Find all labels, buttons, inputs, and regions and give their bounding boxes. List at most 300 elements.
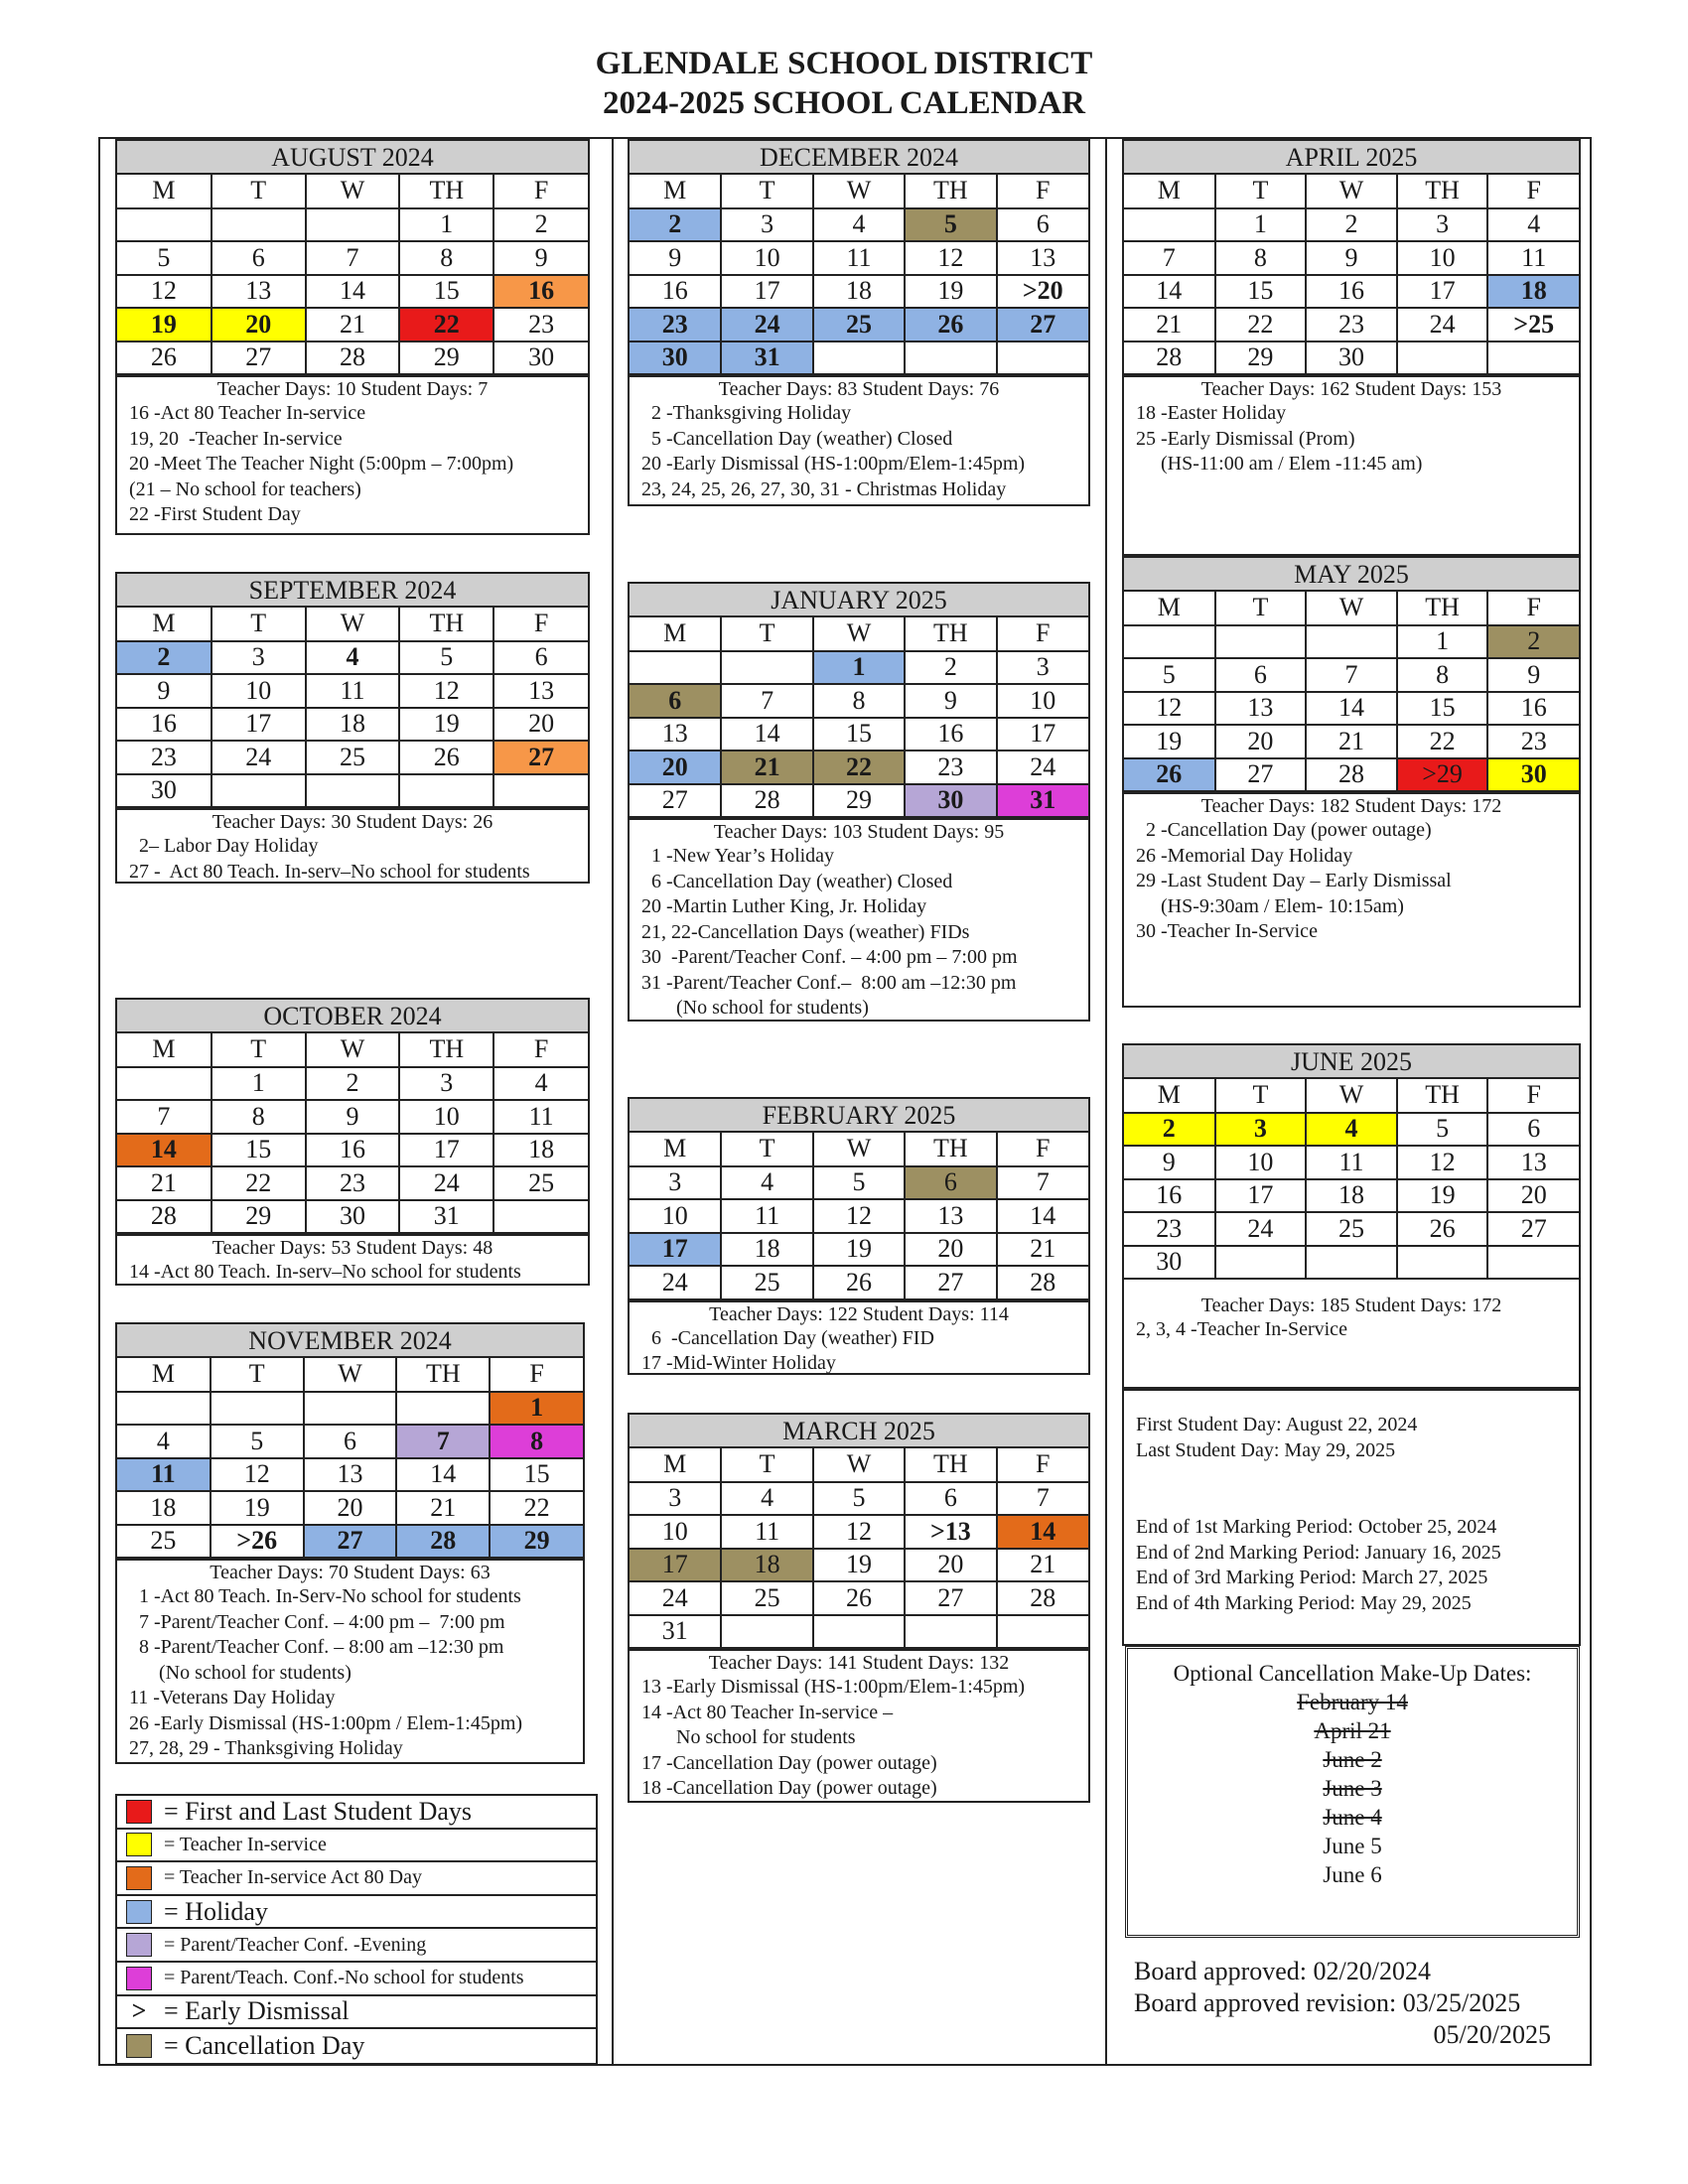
weekday-label: T <box>721 1448 812 1482</box>
day-cell: 30 <box>306 1200 400 1234</box>
week-row <box>630 651 1088 685</box>
day-cell: 6 <box>304 1425 397 1458</box>
day-cell: 17 <box>1397 275 1488 309</box>
empty-day-cell <box>905 1615 996 1649</box>
day-cell: 21 <box>1124 308 1215 341</box>
month-note: 2– Labor Day Holiday <box>129 835 319 857</box>
weekday-label: T <box>721 617 812 651</box>
week-row <box>630 275 1088 309</box>
empty-day-cell <box>493 1200 588 1234</box>
day-cell: 27 <box>630 784 721 818</box>
day-cell: 10 <box>721 241 812 275</box>
day-cell: 24 <box>1397 308 1488 341</box>
empty-day-cell <box>211 208 306 242</box>
week-row <box>630 1549 1088 1582</box>
weekday-label: TH <box>1397 1079 1488 1113</box>
day-cell: 10 <box>211 674 306 708</box>
empty-day-cell <box>211 1392 304 1426</box>
legend-swatch <box>126 1866 152 1890</box>
week-row <box>630 1166 1088 1200</box>
day-cell: 19 <box>813 1233 905 1267</box>
day-cell: 28 <box>396 1525 490 1559</box>
day-cell: 3 <box>721 208 812 242</box>
month-note: 11 -Veterans Day Holiday <box>129 1687 336 1708</box>
day-cell: 8 <box>490 1425 583 1458</box>
weekday-header-row <box>630 617 1088 651</box>
empty-day-cell <box>1487 341 1579 375</box>
day-cell: 24 <box>1215 1212 1307 1246</box>
day-cell: 5 <box>905 208 996 242</box>
day-cell: 7 <box>1124 241 1215 275</box>
day-cell: 20 <box>905 1233 996 1267</box>
legend-swatch <box>126 1933 152 1957</box>
day-grid <box>1124 175 1579 375</box>
makeup-date-struck: February 14 <box>1297 1690 1408 1714</box>
day-cell: 24 <box>630 1266 721 1299</box>
legend <box>115 1794 598 2065</box>
weekday-header-row <box>1124 592 1579 625</box>
day-cell: 28 <box>1124 341 1215 375</box>
day-cell: 8 <box>1397 658 1488 692</box>
day-cell: 8 <box>813 684 905 718</box>
day-cell: 25 <box>117 1525 211 1559</box>
day-cell: >20 <box>997 275 1088 309</box>
empty-day-cell <box>304 1392 397 1426</box>
month-note: 22 -First Student Day <box>129 503 301 525</box>
makeup-date: June 5 <box>1323 1834 1382 1858</box>
month-august-2024 <box>115 139 590 535</box>
day-cell: 3 <box>997 651 1088 685</box>
empty-day-cell <box>117 1067 211 1101</box>
day-cell: 7 <box>306 241 400 275</box>
day-cell: 17 <box>399 1134 493 1167</box>
day-cell: 23 <box>1487 725 1579 758</box>
day-cell: 6 <box>1487 1113 1579 1147</box>
day-cell: 21 <box>306 308 400 341</box>
weekday-label: M <box>630 1133 721 1166</box>
week-row <box>630 1515 1088 1549</box>
month-note: 26 -Early Dismissal (HS-1:00pm / Elem-1:45pm) <box>129 1711 523 1734</box>
day-cell: 2 <box>306 1067 400 1101</box>
week-row <box>630 208 1088 242</box>
day-cell: 18 <box>493 1134 588 1167</box>
day-cell: 6 <box>905 1166 996 1200</box>
weekday-label: W <box>813 1448 905 1482</box>
month-note: 6 -Cancellation Day (weather) FID <box>641 1326 934 1349</box>
month-note: 14 -Act 80 Teacher In-service – <box>641 1701 894 1723</box>
day-cell: 1 <box>1215 208 1307 242</box>
empty-day-cell <box>813 1615 905 1649</box>
day-cell: 27 <box>997 308 1088 341</box>
day-cell: 3 <box>1215 1113 1307 1147</box>
weekday-label: F <box>997 617 1088 651</box>
optional-makeup-dates <box>1125 1646 1580 1938</box>
month-note: 18 -Cancellation Day (power outage) <box>641 1777 937 1799</box>
day-cell: 27 <box>304 1525 397 1559</box>
day-cell: 3 <box>1397 208 1488 242</box>
month-note: 1 -New Year’s Holiday <box>641 845 835 867</box>
week-row <box>117 1100 588 1134</box>
day-cell: 23 <box>1306 308 1397 341</box>
day-cell: 8 <box>211 1100 306 1134</box>
day-cell: 26 <box>117 341 211 375</box>
day-summary: Teacher Days: 70 Student Days: 63 <box>117 1559 583 1584</box>
month-march-2025 <box>628 1413 1090 1803</box>
district-name: GLENDALE SCHOOL DISTRICT <box>595 46 1093 81</box>
day-cell: 4 <box>117 1425 211 1458</box>
day-cell: 2 <box>1124 1113 1215 1147</box>
day-cell: 14 <box>1306 692 1397 726</box>
day-cell: 25 <box>721 1266 812 1299</box>
day-cell: 7 <box>1306 658 1397 692</box>
month-september-2024 <box>115 572 590 884</box>
weekday-label: W <box>306 1033 400 1067</box>
weekday-label: W <box>1306 592 1397 625</box>
weekday-label: F <box>1487 175 1579 208</box>
day-cell: 9 <box>630 241 721 275</box>
month-note: 6 -Cancellation Day (weather) Closed <box>641 870 953 892</box>
month-note: 27 - Act 80 Teach. In-serv–No school for students <box>129 860 530 883</box>
empty-day-cell <box>306 208 400 242</box>
day-cell: 9 <box>493 241 588 275</box>
week-row <box>630 1233 1088 1267</box>
board-approval <box>1134 1956 1551 2051</box>
day-cell: 27 <box>1487 1212 1579 1246</box>
day-cell: 13 <box>997 241 1088 275</box>
week-row <box>1124 1113 1579 1147</box>
day-cell: 14 <box>117 1134 211 1167</box>
day-cell: 29 <box>1215 341 1307 375</box>
empty-day-cell <box>905 341 996 375</box>
board-approved-date: Board approved: 02/20/2024 <box>1134 1957 1431 1985</box>
day-cell: 1 <box>813 651 905 685</box>
day-cell: 29 <box>490 1525 583 1559</box>
day-cell: 18 <box>1487 275 1579 309</box>
week-row <box>117 208 588 242</box>
day-cell: 3 <box>630 1482 721 1516</box>
day-cell: 4 <box>721 1166 812 1200</box>
day-cell: 5 <box>399 641 493 675</box>
makeup-date-struck: April 21 <box>1314 1718 1391 1743</box>
weekday-label: F <box>997 175 1088 208</box>
legend-label: = Early Dismissal <box>164 1996 350 2026</box>
day-cell: 22 <box>490 1491 583 1525</box>
week-row <box>630 1266 1088 1299</box>
day-cell: 24 <box>997 751 1088 784</box>
day-grid <box>630 175 1088 375</box>
weekday-label: M <box>1124 592 1215 625</box>
day-cell: 27 <box>905 1581 996 1615</box>
legend-label: = First and Last Student Days <box>164 1796 473 1826</box>
week-row <box>630 1199 1088 1233</box>
month-note: 26 -Memorial Day Holiday <box>1136 844 1353 867</box>
day-cell: 19 <box>117 308 211 341</box>
day-cell: 11 <box>306 674 400 708</box>
empty-day-cell <box>1306 625 1397 659</box>
day-cell: 16 <box>1124 1179 1215 1213</box>
month-note: 2 -Thanksgiving Holiday <box>641 402 852 424</box>
empty-day-cell <box>396 1392 490 1426</box>
day-cell: 31 <box>630 1615 721 1649</box>
day-cell: 17 <box>721 275 812 309</box>
day-cell: 2 <box>1487 625 1579 659</box>
month-notes <box>630 844 1088 1022</box>
day-cell: 30 <box>1487 758 1579 792</box>
day-cell: >13 <box>905 1515 996 1549</box>
day-cell: 31 <box>721 341 812 375</box>
weekday-label: W <box>813 617 905 651</box>
month-title: DECEMBER 2024 <box>630 141 1088 175</box>
day-cell: 14 <box>396 1458 490 1492</box>
day-cell: 18 <box>813 275 905 309</box>
empty-day-cell <box>997 1615 1088 1649</box>
day-cell: 4 <box>493 1067 588 1101</box>
month-october-2024 <box>115 998 590 1286</box>
day-cell: 17 <box>211 708 306 742</box>
day-cell: 12 <box>211 1458 304 1492</box>
day-cell: 19 <box>813 1549 905 1582</box>
week-row <box>630 308 1088 341</box>
weekday-label: W <box>1306 1079 1397 1113</box>
marking-period-3: End of 3rd Marking Period: March 27, 2025 <box>1136 1567 1488 1588</box>
day-cell: 24 <box>630 1581 721 1615</box>
month-april-2025 <box>1122 139 1581 556</box>
day-cell: 3 <box>211 641 306 675</box>
legend-swatch <box>126 1833 152 1856</box>
month-title: JUNE 2025 <box>1124 1045 1579 1079</box>
weekday-label: W <box>304 1358 397 1392</box>
day-cell: 2 <box>905 651 996 685</box>
weekday-label: T <box>1215 1079 1307 1113</box>
optional-title: Optional Cancellation Make-Up Dates: <box>1173 1661 1532 1686</box>
day-cell: 9 <box>1124 1146 1215 1179</box>
month-note: 25 -Early Dismissal (Prom) <box>1136 427 1355 450</box>
weekday-label: W <box>813 175 905 208</box>
weekday-header-row <box>630 175 1088 208</box>
day-cell: 30 <box>117 774 211 808</box>
month-note: 14 -Act 80 Teach. In-serv–No school for students <box>129 1261 521 1283</box>
day-grid <box>630 1133 1088 1300</box>
month-note: 13 -Early Dismissal (HS-1:00pm/Elem-1:45pm) <box>641 1676 1026 1698</box>
empty-day-cell <box>721 1615 812 1649</box>
month-note: 30 -Teacher In-Service <box>1136 920 1318 942</box>
week-row <box>117 674 588 708</box>
day-cell: 23 <box>905 751 996 784</box>
legend-item <box>117 2029 596 2063</box>
day-cell: 1 <box>399 208 493 242</box>
empty-day-cell <box>630 651 721 685</box>
day-cell: 23 <box>306 1166 400 1200</box>
day-cell: 20 <box>493 708 588 742</box>
month-note: 21, 22-Cancellation Days (weather) FIDs <box>641 920 970 943</box>
day-cell: 28 <box>1306 758 1397 792</box>
month-notes <box>630 1675 1088 1802</box>
weekday-label: M <box>1124 1079 1215 1113</box>
board-revision-date-2: 05/20/2025 <box>1433 2020 1551 2049</box>
week-row <box>117 1525 583 1559</box>
day-cell: >25 <box>1487 308 1579 341</box>
day-cell: 5 <box>1124 658 1215 692</box>
weekday-header-row <box>1124 175 1579 208</box>
weekday-header-row <box>630 1133 1088 1166</box>
empty-day-cell <box>399 774 493 808</box>
legend-label: = Teacher In-service <box>164 1833 327 1855</box>
day-cell: 11 <box>1487 241 1579 275</box>
day-cell: 21 <box>117 1166 211 1200</box>
day-cell: 11 <box>721 1199 812 1233</box>
week-row <box>1124 1146 1579 1179</box>
marking-period-1: End of 1st Marking Period: October 25, 2024 <box>1136 1516 1497 1538</box>
week-row <box>1124 758 1579 792</box>
legend-label: = Parent/Teach. Conf.-No school for students <box>164 1967 524 1989</box>
day-cell: 14 <box>997 1199 1088 1233</box>
day-cell: 16 <box>905 718 996 751</box>
day-cell: 6 <box>493 641 588 675</box>
week-row <box>117 308 588 341</box>
week-row <box>117 275 588 309</box>
weekday-label: M <box>117 1033 211 1067</box>
empty-day-cell <box>117 1392 211 1426</box>
legend-item <box>117 1830 596 1863</box>
day-cell: 17 <box>630 1549 721 1582</box>
weekday-label: M <box>630 175 721 208</box>
legend-item <box>117 1796 596 1830</box>
month-title: NOVEMBER 2024 <box>117 1324 583 1358</box>
weekday-label: W <box>306 608 400 641</box>
empty-day-cell <box>997 341 1088 375</box>
makeup-date: June 6 <box>1323 1862 1382 1887</box>
key-dates-panel <box>1122 1389 1581 1646</box>
weekday-label: TH <box>399 175 493 208</box>
day-summary: Teacher Days: 182 Student Days: 172 <box>1124 792 1579 818</box>
day-cell: 16 <box>1487 692 1579 726</box>
day-cell: 7 <box>117 1100 211 1134</box>
weekday-label: TH <box>396 1358 490 1392</box>
weekday-label: F <box>997 1448 1088 1482</box>
week-row <box>630 718 1088 751</box>
week-row <box>117 708 588 742</box>
day-cell: 6 <box>1215 658 1307 692</box>
week-row <box>1124 625 1579 659</box>
day-summary: Teacher Days: 103 Student Days: 95 <box>630 818 1088 844</box>
weekday-label: F <box>493 175 588 208</box>
weekday-label: TH <box>905 617 996 651</box>
calendar-title: 2024-2025 SCHOOL CALENDAR <box>603 85 1085 121</box>
day-cell: 25 <box>813 308 905 341</box>
day-cell: 20 <box>304 1491 397 1525</box>
day-cell: 6 <box>905 1482 996 1516</box>
day-cell: 13 <box>493 674 588 708</box>
day-cell: 22 <box>1215 308 1307 341</box>
makeup-date-struck: June 2 <box>1323 1747 1382 1772</box>
empty-day-cell <box>117 208 211 242</box>
day-cell: 16 <box>1306 275 1397 309</box>
day-cell: 15 <box>399 275 493 309</box>
weekday-label: TH <box>1397 592 1488 625</box>
day-cell: 9 <box>1306 241 1397 275</box>
week-row <box>630 341 1088 375</box>
month-note: 20 -Meet The Teacher Night (5:00pm – 7:00pm) <box>129 453 514 475</box>
month-title: MAY 2025 <box>1124 558 1579 592</box>
month-notes <box>1124 401 1579 478</box>
month-note: (HS-11:00 am / Elem -11:45 am) <box>1136 453 1423 475</box>
day-cell: 13 <box>905 1199 996 1233</box>
empty-day-cell <box>493 774 588 808</box>
day-grid <box>117 608 588 808</box>
month-notes <box>117 1260 588 1286</box>
day-summary: Teacher Days: 122 Student Days: 114 <box>630 1300 1088 1326</box>
day-cell: 19 <box>1397 1179 1488 1213</box>
weekday-label: T <box>211 1033 306 1067</box>
day-grid <box>630 617 1088 818</box>
empty-day-cell <box>721 651 812 685</box>
month-november-2024 <box>115 1322 585 1764</box>
day-summary: Teacher Days: 185 Student Days: 172 <box>1200 1295 1502 1316</box>
day-cell: 5 <box>1397 1113 1488 1147</box>
month-title: OCTOBER 2024 <box>117 1000 588 1033</box>
day-cell: 7 <box>997 1482 1088 1516</box>
month-note: 17 -Cancellation Day (power outage) <box>641 1751 937 1774</box>
day-cell: 9 <box>306 1100 400 1134</box>
month-december-2024 <box>628 139 1090 506</box>
weekday-label: TH <box>399 1033 493 1067</box>
month-note: 23, 24, 25, 26, 27, 30, 31 - Christmas Holiday <box>641 478 1007 500</box>
day-cell: 13 <box>1215 692 1307 726</box>
empty-day-cell <box>306 774 400 808</box>
day-cell: 23 <box>493 308 588 341</box>
day-cell: 1 <box>1397 625 1488 659</box>
day-cell: 12 <box>399 674 493 708</box>
day-cell: 7 <box>997 1166 1088 1200</box>
day-cell: 5 <box>211 1425 304 1458</box>
day-cell: 10 <box>1397 241 1488 275</box>
day-cell: 25 <box>493 1166 588 1200</box>
day-cell: 27 <box>211 341 306 375</box>
day-cell: 26 <box>399 741 493 774</box>
month-note: 8 -Parent/Teacher Conf. – 8:00 am –12:30 pm <box>129 1636 504 1658</box>
weekday-label: M <box>117 1358 211 1392</box>
weekday-label: F <box>490 1358 583 1392</box>
day-cell: 14 <box>721 718 812 751</box>
day-cell: 18 <box>721 1233 812 1267</box>
day-cell: 23 <box>1124 1212 1215 1246</box>
day-cell: 26 <box>1397 1212 1488 1246</box>
weekday-header-row <box>117 175 588 208</box>
day-cell: 1 <box>211 1067 306 1101</box>
day-cell: 11 <box>493 1100 588 1134</box>
day-cell: 10 <box>1215 1146 1307 1179</box>
day-cell: 13 <box>304 1458 397 1492</box>
day-cell: 12 <box>905 241 996 275</box>
empty-day-cell <box>1124 625 1215 659</box>
legend-swatch <box>126 1900 152 1924</box>
weekday-label: TH <box>905 175 996 208</box>
weekday-label: F <box>1487 1079 1579 1113</box>
weekday-header-row <box>117 608 588 641</box>
month-note: 16 -Act 80 Teacher In-service <box>129 402 366 424</box>
empty-day-cell <box>1397 1246 1488 1280</box>
day-grid <box>1124 1079 1579 1280</box>
day-cell: 29 <box>399 341 493 375</box>
week-row <box>1124 208 1579 242</box>
day-cell: 2 <box>117 641 211 675</box>
day-cell: 30 <box>1306 341 1397 375</box>
month-note: 18 -Easter Holiday <box>1136 402 1287 424</box>
day-cell: 12 <box>813 1199 905 1233</box>
day-cell: 25 <box>721 1581 812 1615</box>
day-cell: 27 <box>1215 758 1307 792</box>
day-cell: 19 <box>399 708 493 742</box>
